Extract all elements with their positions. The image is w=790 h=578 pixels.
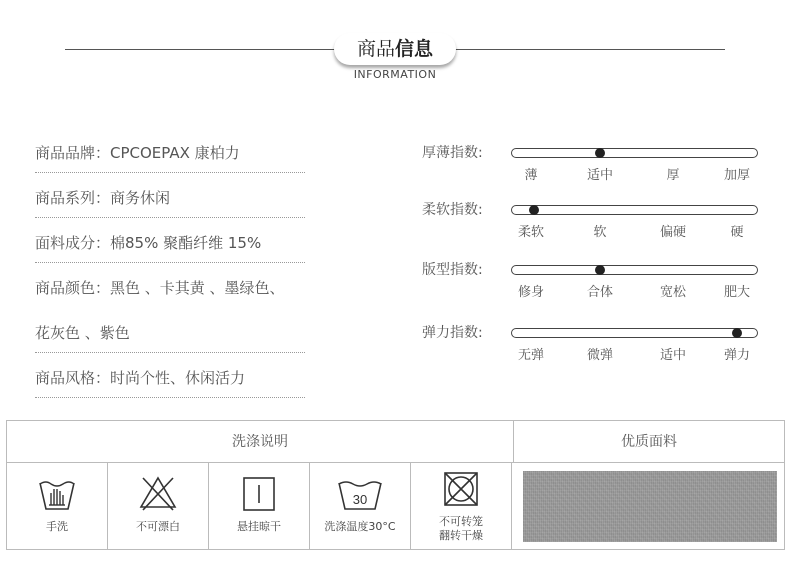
wash-temp-text: 30 (352, 492, 368, 507)
info-style: 商品风格：时尚个性、休闲活力 (35, 367, 305, 398)
info-brand: 商品品牌：CPCOEPAX 康柏力 (35, 142, 305, 173)
slider-softness (422, 199, 767, 249)
slider-option: 肥大 (723, 285, 751, 300)
care-item-hang-dry (209, 463, 310, 549)
care-label: 手洗 (46, 520, 68, 533)
slider-fit (422, 259, 767, 309)
care-item-no-bleach (108, 463, 209, 549)
no-tumble-dry-icon (441, 469, 481, 509)
care-item-hand-wash (7, 463, 108, 549)
slider-option: 偏硬 (659, 225, 687, 240)
care-label: 洗涤温度30°C (324, 520, 396, 533)
slider-fit-knob (595, 265, 605, 275)
info-colors-line2: 花灰色 、紫色 (35, 322, 305, 353)
section-subtitle: INFORMATION (353, 68, 437, 81)
slider-elasticity (422, 322, 767, 372)
care-item-no-tumble-dry (411, 463, 512, 549)
slider-elasticity-track (511, 328, 758, 338)
slider-thickness-track (511, 148, 758, 158)
slider-softness-label: 柔软指数: (422, 202, 483, 218)
fabric-area (514, 463, 784, 549)
slider-thickness-options (511, 164, 771, 184)
slider-option: 薄 (524, 168, 538, 183)
slider-option: 宽松 (659, 285, 687, 300)
slider-elasticity-options (511, 344, 771, 364)
slider-elasticity-knob (732, 328, 742, 338)
slider-fit-options (511, 281, 771, 301)
fabric-swatch-image (523, 471, 777, 542)
slider-softness-track (511, 205, 758, 215)
slider-fit-label: 版型指数: (422, 262, 483, 278)
quality-fabric-heading: 优质面料 (514, 421, 784, 463)
slider-option: 无弹 (517, 348, 545, 363)
slider-thickness-label: 厚薄指数: (422, 145, 483, 161)
info-series: 商品系列：商务休闲 (35, 187, 305, 218)
slider-thickness (422, 142, 767, 192)
slider-option: 适中 (586, 168, 614, 183)
slider-option: 加厚 (723, 168, 751, 183)
care-item-wash-30 (310, 463, 411, 549)
slider-softness-options (511, 221, 771, 241)
care-label-line2: 翻转干燥 (439, 529, 483, 542)
slider-option: 弹力 (723, 348, 751, 363)
header-divider-right (455, 49, 725, 50)
slider-elasticity-label: 弹力指数: (422, 325, 483, 341)
title-part2: 信息 (395, 38, 434, 60)
info-colors-line1: 商品颜色：黑色 、卡其黄 、墨绿色、 (35, 279, 285, 297)
title-part1: 商品 (356, 38, 395, 60)
care-table (6, 420, 785, 550)
hand-wash-icon (37, 473, 77, 513)
slider-option: 合体 (586, 285, 614, 300)
wash-instructions-heading: 洗涤说明 (7, 421, 514, 463)
wash-30-icon (336, 473, 384, 513)
section-header (0, 28, 790, 88)
care-label (411, 515, 511, 543)
slider-option: 硬 (730, 225, 744, 240)
header-divider-left (65, 49, 335, 50)
care-label-line1: 不可转笼 (439, 515, 483, 528)
slider-option: 微弹 (586, 348, 614, 363)
care-label: 不可漂白 (136, 520, 180, 533)
slider-thickness-knob (595, 148, 605, 158)
slider-option: 适中 (659, 348, 687, 363)
slider-fit-track (511, 265, 758, 275)
slider-option: 修身 (517, 285, 545, 300)
info-fabric: 面料成分：棉85% 聚酯纤维 15% (35, 232, 305, 263)
slider-option: 柔软 (517, 225, 545, 240)
slider-softness-knob (529, 205, 539, 215)
no-bleach-icon (138, 473, 178, 513)
care-label: 悬挂晾干 (237, 520, 281, 533)
hang-dry-icon (239, 473, 279, 513)
slider-option: 厚 (666, 168, 680, 183)
slider-option: 软 (593, 225, 607, 240)
section-title (334, 33, 456, 65)
